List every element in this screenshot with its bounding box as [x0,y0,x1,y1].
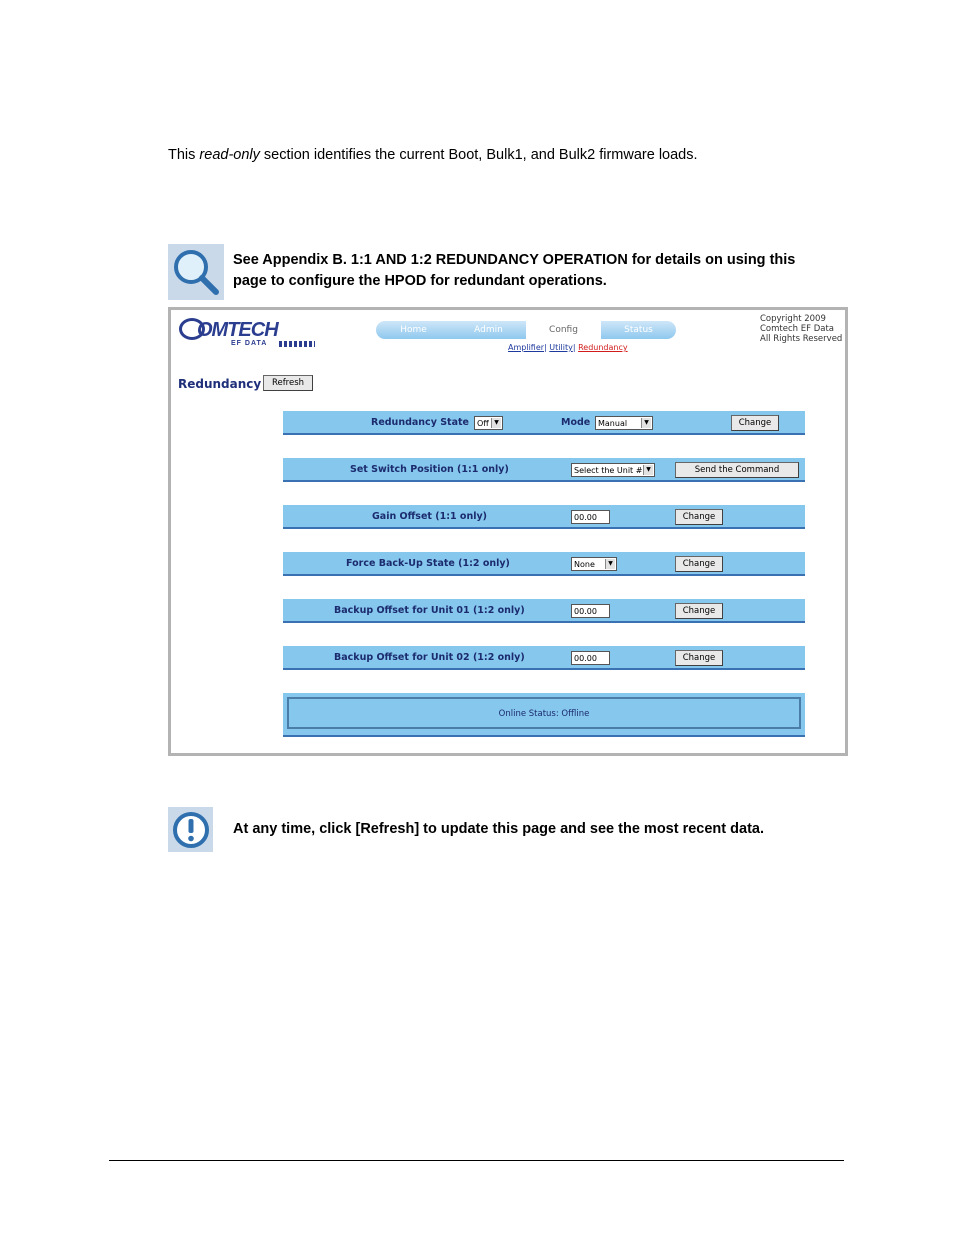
reference-note-text: See Appendix B. 1:1 AND 1:2 REDUNDANCY OPERATION for details on using this page to configure the HPOD for redundant operations. [233,252,796,289]
backup-offset-unit02-input[interactable]: 00.00 [571,651,610,665]
switch-position-label: Set Switch Position (1:1 only) [350,464,509,475]
top-nav [376,321,676,339]
change-gain-button[interactable]: Change [675,509,723,525]
subnav-utility[interactable]: Utility [549,343,573,352]
magnifier-icon [168,244,224,300]
gain-offset-label: Gain Offset (1:1 only) [372,511,488,522]
comtech-logo: OMTECH EF DATA [179,318,319,352]
sub-nav: Amplifier| Utility| Redundancy [508,343,628,352]
refresh-button[interactable]: Refresh [263,375,313,391]
switch-position-row [283,458,805,482]
backup-offset-unit01-row [283,599,805,623]
online-status-row [283,693,805,737]
page-title: Redundancy [178,377,262,391]
important-note-text: At any time, click [Refresh] to update this page and see the most recent data. [233,821,764,837]
chevron-down-icon: ▼ [641,418,651,428]
redundancy-state-select[interactable]: Off ▼ [474,416,503,430]
chevron-down-icon: ▼ [605,559,615,569]
backup-offset-unit01-input[interactable]: 00.00 [571,604,610,618]
force-backup-label: Force Back-Up State (1:2 only) [346,558,510,569]
read-only-emphasis: read-only [199,147,260,163]
subnav-amplifier[interactable]: Amplifier [508,343,545,352]
intro-paragraph: This read-only section identifies the current Boot, Bulk1, and Bulk2 firmware loads. [168,147,698,163]
redundancy-state-row [283,411,805,435]
online-status-text: Online Status: Offline [287,697,801,729]
tab-config[interactable]: Config [526,321,601,339]
subnav-redundancy[interactable]: Redundancy [578,343,628,352]
exclamation-icon [168,807,213,852]
change-force-button[interactable]: Change [675,556,723,572]
force-backup-select[interactable]: None ▼ [571,557,617,571]
footer-rule [109,1160,844,1161]
chevron-down-icon: ▼ [643,465,653,475]
gain-offset-row [283,505,805,529]
change-backup01-button[interactable]: Change [675,603,723,619]
tab-status[interactable]: Status [624,325,653,335]
backup-offset-unit01-label: Backup Offset for Unit 01 (1:2 only) [334,605,525,616]
backup-offset-unit02-label: Backup Offset for Unit 02 (1:2 only) [334,652,525,663]
switch-unit-select[interactable]: Select the Unit # ▼ [571,463,655,477]
change-state-button[interactable]: Change [731,415,779,431]
reference-note [168,244,848,300]
send-command-button[interactable]: Send the Command [675,462,799,478]
mode-label: Mode [561,417,591,428]
change-backup02-button[interactable]: Change [675,650,723,666]
tab-home[interactable]: Home [400,325,427,335]
redundancy-state-label: Redundancy State [371,417,469,428]
chevron-down-icon: ▼ [491,418,501,428]
tab-admin[interactable]: Admin [474,325,503,335]
redundancy-screenshot [168,307,848,756]
backup-offset-unit02-row [283,646,805,670]
copyright: Copyright 2009 Comtech EF Data All Rights Reserved [760,314,843,344]
gain-offset-input[interactable]: 00.00 [571,510,610,524]
mode-select[interactable]: Manual ▼ [595,416,653,430]
important-note [168,807,848,851]
force-backup-row [283,552,805,576]
